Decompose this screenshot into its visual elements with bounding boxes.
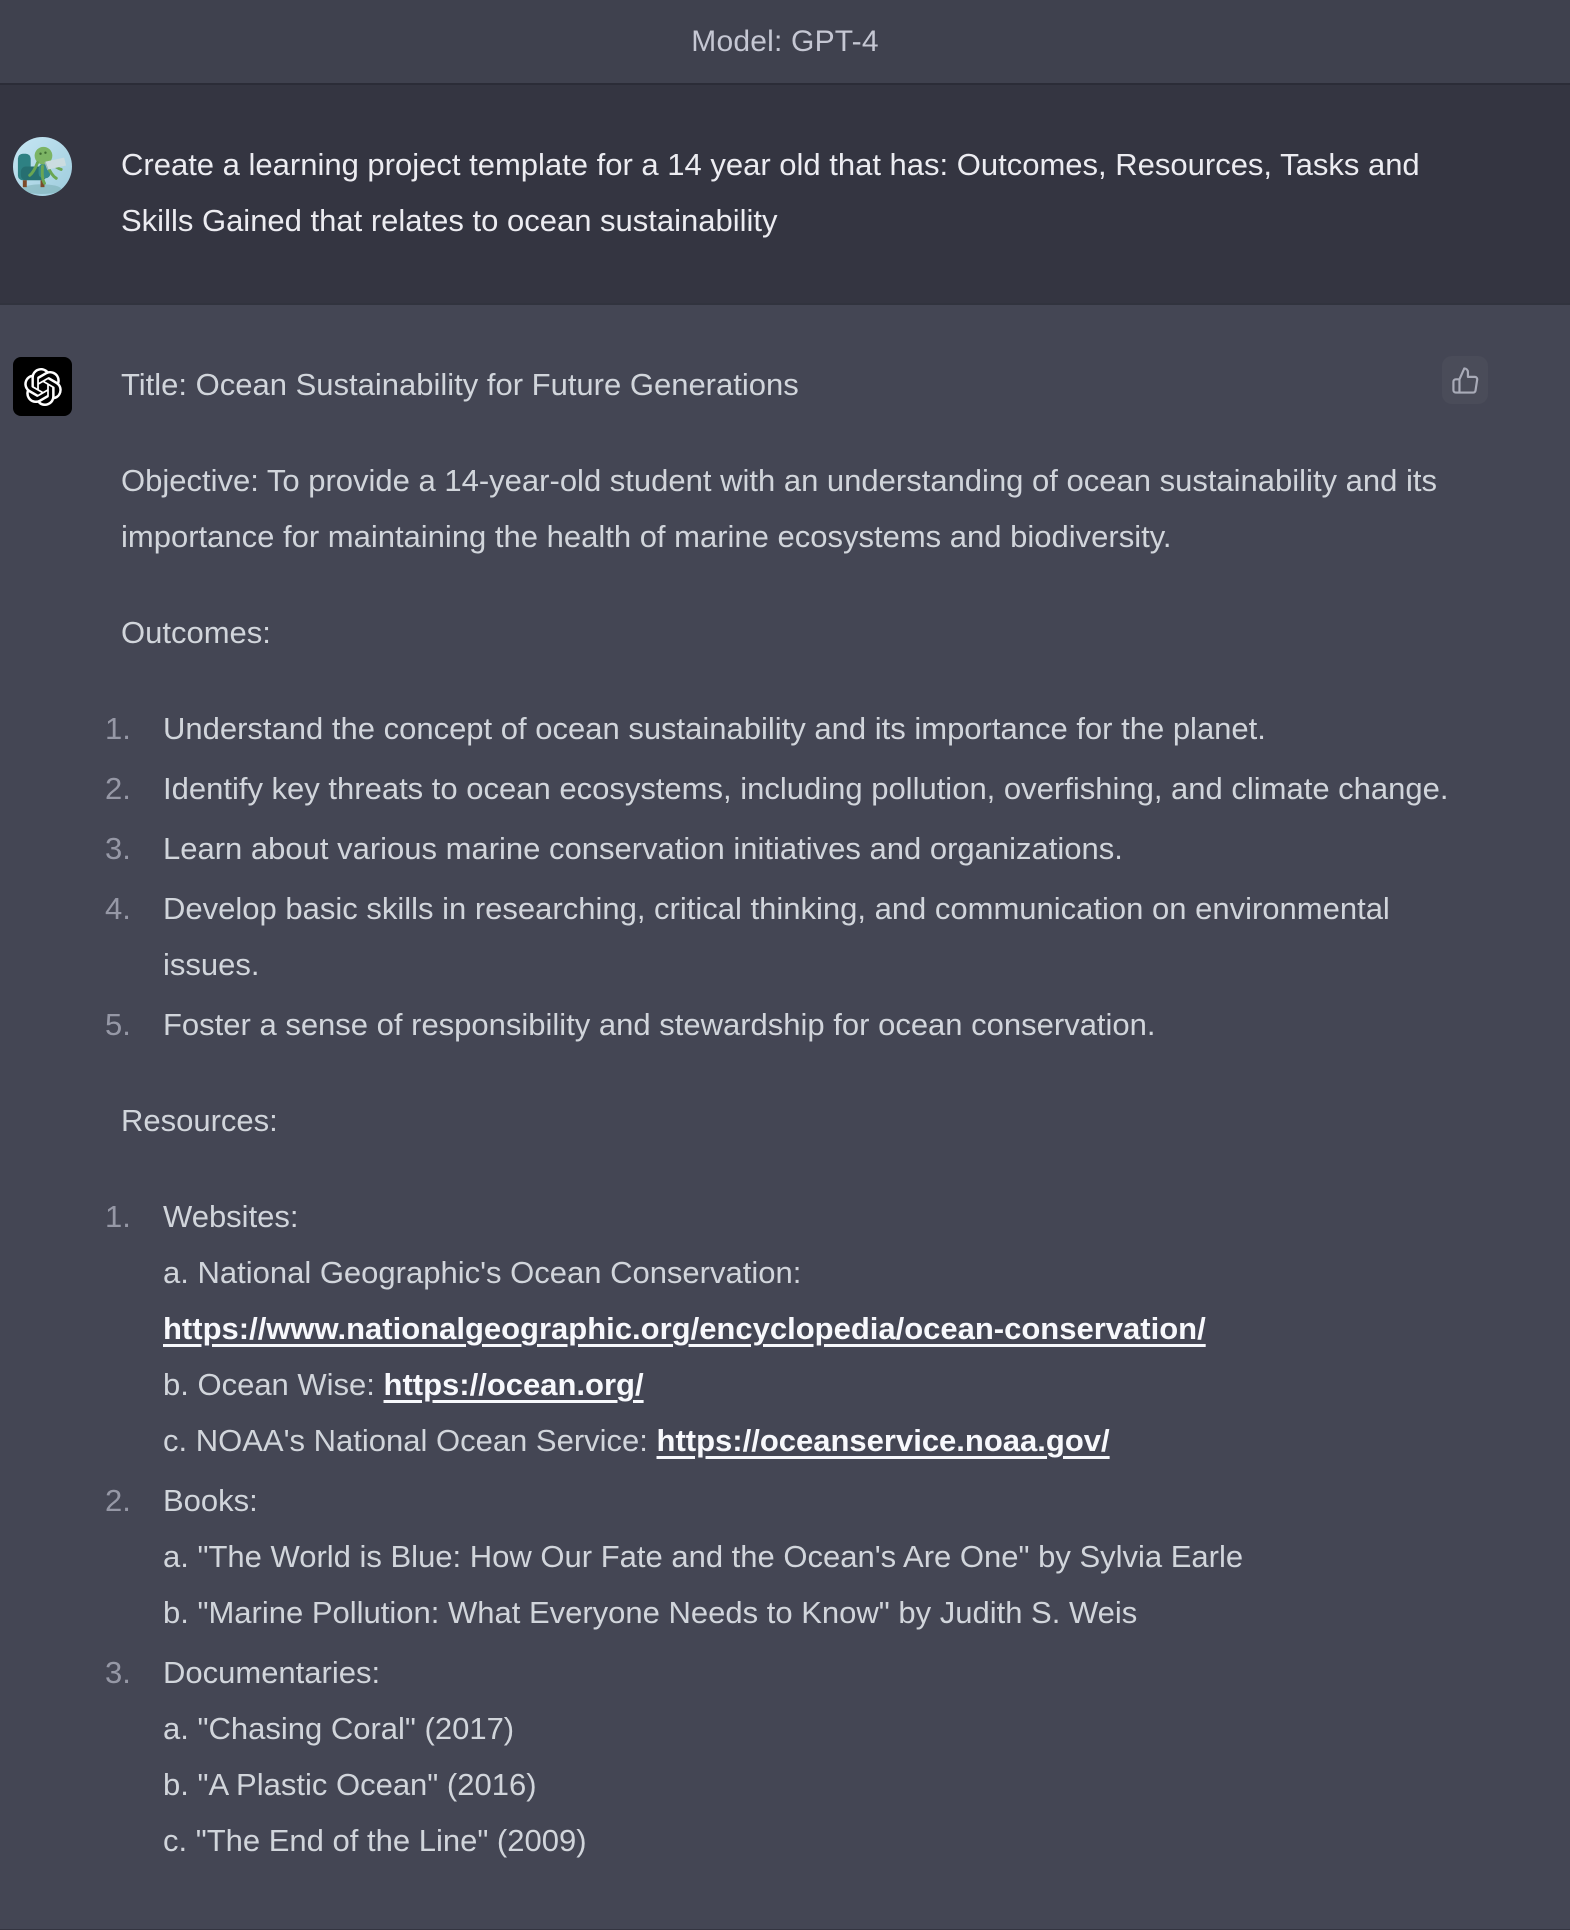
list-marker: 2. [105,1483,131,1518]
resource-link[interactable]: https://oceanservice.noaa.gov/ [656,1423,1110,1458]
user-avatar [13,137,72,196]
resource-subitem: a. National Geographic's Ocean Conservation: https://www.nationalgeographic.org/encyclopedia/ocean-conservation/ [163,1255,1206,1346]
assistant-avatar [13,357,72,416]
list-item-documentaries [105,1645,1451,1869]
list-marker: 3. [105,831,131,866]
list-item-books [105,1473,1451,1641]
thumbs-up-icon [1451,366,1480,395]
list-marker: 2. [105,771,131,806]
list-marker: 5. [105,1007,131,1042]
list-item: 1. Understand the concept of ocean sustainability and its importance for the planet. [105,701,1451,757]
model-label: Model: GPT-4 [691,24,879,58]
openai-logo-icon [13,357,72,416]
resource-subitem: c. "The End of the Line" (2009) [163,1823,587,1858]
model-header [0,0,1570,85]
response-objective: Objective: To provide a 14-year-old student with an understanding of ocean sustainability and its importance for maintaining the health of marine ecosystems and biodiversity. [121,463,1438,554]
assistant-message-text [105,357,1451,1869]
list-item: 3. Learn about various marine conservation initiatives and organizations. [105,821,1451,877]
resources-list [105,1189,1451,1869]
list-marker: 1. [105,1199,131,1234]
list-item-websites [105,1189,1451,1469]
assistant-message-row [0,303,1570,1929]
list-item: 2. Identify key threats to ocean ecosystems, including pollution, overfishing, and climate change. [105,761,1451,817]
response-title: Title: Ocean Sustainability for Future Generations [121,367,799,402]
resource-subitem: a. "The World is Blue: How Our Fate and the Ocean's Are One" by Sylvia Earle [163,1539,1244,1574]
octopus-armchair-avatar-icon [13,137,72,196]
resources-heading: Resources: [121,1103,278,1138]
outcomes-heading: Outcomes: [121,615,271,650]
list-marker: 4. [105,891,131,926]
list-marker: 1. [105,711,131,746]
resource-link[interactable]: https://ocean.org/ [383,1367,644,1402]
resource-link[interactable]: https://www.nationalgeographic.org/encyclopedia/ocean-conservation/ [163,1311,1206,1346]
resource-subitem: b. Ocean Wise: https://ocean.org/ [163,1367,644,1402]
resource-subitem: c. NOAA's National Ocean Service: https://oceanservice.noaa.gov/ [163,1423,1110,1458]
outcomes-list [105,701,1451,1053]
list-marker: 3. [105,1655,131,1690]
resource-category-label: Books: [163,1483,258,1518]
list-item: 4. Develop basic skills in researching, critical thinking, and communication on environmental issues. [105,881,1451,993]
resource-subitem: b. "A Plastic Ocean" (2016) [163,1767,537,1802]
resource-subitem: b. "Marine Pollution: What Everyone Needs to Know" by Judith S. Weis [163,1595,1138,1630]
resource-category-label: Websites: [163,1199,299,1234]
resource-subitem: a. "Chasing Coral" (2017) [163,1711,515,1746]
resource-category-label: Documentaries: [163,1655,381,1690]
user-message-row [0,85,1570,303]
thumbs-up-button[interactable] [1442,356,1488,404]
user-message-text: Create a learning project template for a 14 year old that has: Outcomes, Resources, Tasks and Skills Gained that relates to ocean sustainability [121,147,1420,238]
list-item: 5. Foster a sense of responsibility and stewardship for ocean conservation. [105,997,1451,1053]
